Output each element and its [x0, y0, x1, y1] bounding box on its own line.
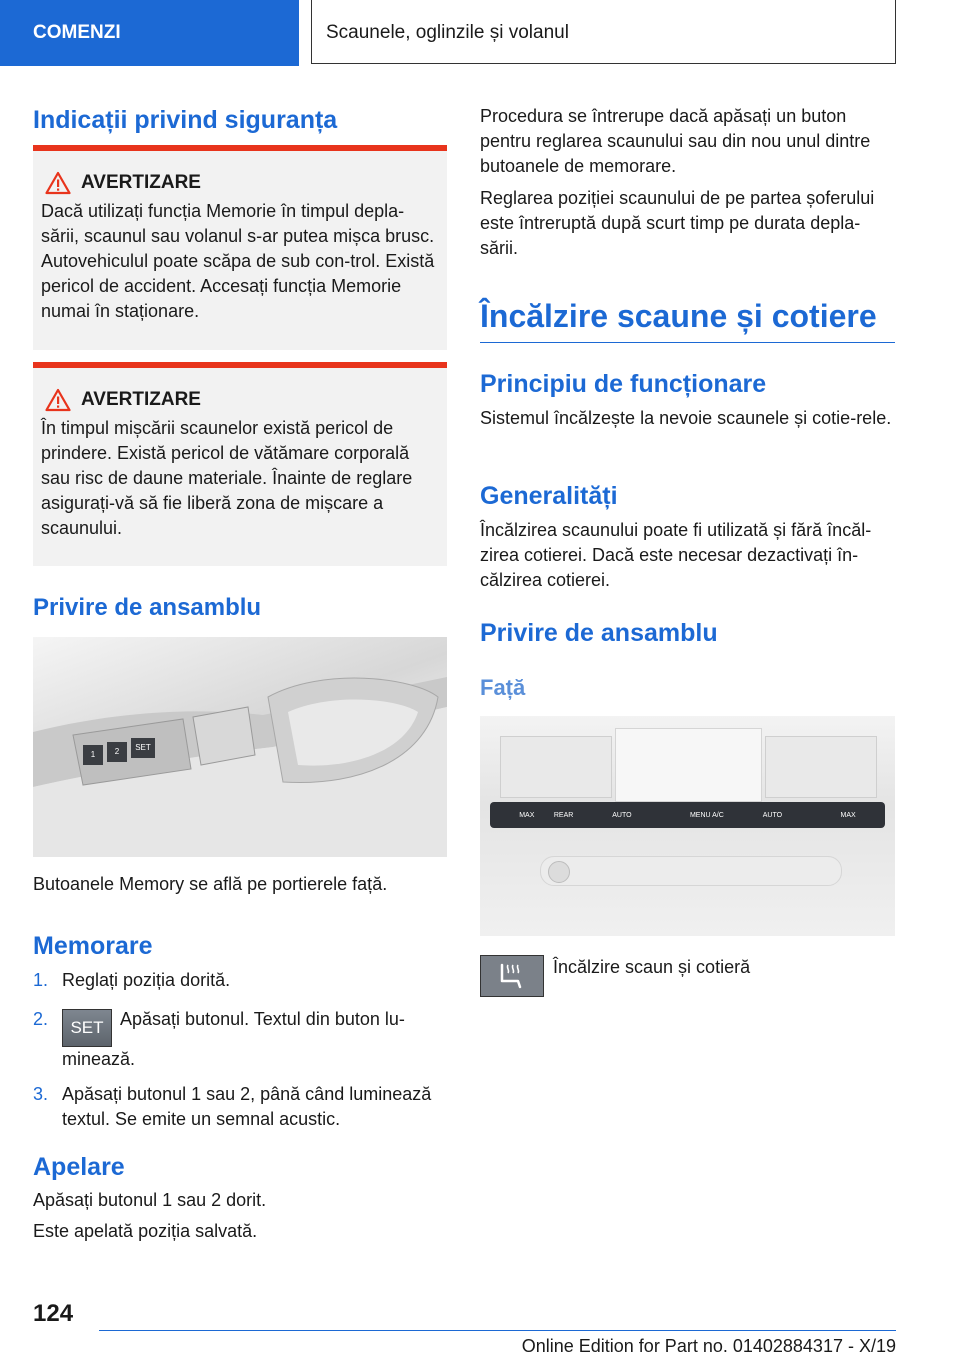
door-memory-buttons-photo [33, 637, 447, 857]
principle-text: Sistemul încălzește la nevoie scaunele și cotie-rele. [480, 408, 892, 428]
warning-text: În timpul mișcării scaunelor există pericol de prindere. Există pericol de vătămare corporală sau risc de daune materiale. Înainte de reglare asigurați-vă să fie liberă zona de mișcare a scaunului. [41, 418, 413, 538]
footer-rule [99, 1330, 896, 1331]
seat-heating-icon [480, 955, 544, 997]
warning-label: AVERTIZARE [81, 389, 201, 410]
interrupt-paragraph-1: Procedura se întrerupe dacă apăsați un buton pentru reglarea scaunului sau din nou unul dintre butoanele de memorare. [480, 106, 871, 176]
list-item: 3. Apăsați butonul 1 sau 2, până când luminează textul. Se emite un semnal acustic. [33, 1084, 432, 1129]
console-button: REAR [553, 811, 574, 819]
section-tab: COMENZI [0, 0, 299, 66]
list-item: 1. Reglați poziția dorită. [33, 970, 231, 990]
seat-heat-glyph [494, 961, 530, 991]
front-subheading: Față [480, 675, 526, 700]
center-display [615, 728, 762, 802]
icon-caption: Încălzire scaun și cotieră [553, 957, 751, 977]
console-button: AUTO [762, 811, 783, 819]
heading-rule [480, 342, 895, 343]
right-air-vent [765, 736, 877, 798]
general-heading: Generalități [480, 482, 618, 510]
left-air-vent [500, 736, 612, 798]
overview-heading-right: Privire de ansamblu [480, 619, 718, 647]
warning-label: AVERTIZARE [81, 172, 201, 193]
chapter-title: Scaunele, oglinzile și volanul [311, 0, 896, 64]
console-button: MENU A/C [689, 811, 724, 819]
memory-button-1: 1 [83, 745, 103, 765]
console-button: MAX [840, 811, 856, 819]
warning-triangle-icon [45, 171, 71, 195]
apelare-heading: Apelare [33, 1153, 125, 1181]
edition-note: Online Edition for Part no. 01402884317 - X/19 [521, 1336, 896, 1356]
memorare-heading: Memorare [33, 932, 153, 960]
principle-heading: Principiu de funcționare [480, 370, 767, 398]
page-number: 124 [33, 1300, 74, 1327]
interrupt-paragraph-2: Reglarea poziției scaunului de pe partea șoferului este întreruptă după scurt timp pe durata depla-sării. [480, 188, 875, 258]
memory-set-button: SET [131, 738, 155, 758]
apelare-line-1: Apăsați butonul 1 sau 2 dorit. [33, 1190, 267, 1210]
memory-button-2: 2 [107, 742, 127, 762]
climate-button-bar [490, 802, 885, 828]
console-button: AUTO [612, 811, 632, 819]
console-button: MAX [519, 811, 535, 819]
memorare-steps [33, 968, 447, 1142]
photo-caption: Butoanele Memory se află pe portierele față. [33, 874, 388, 894]
climate-console-photo [480, 716, 895, 936]
warning-text: Dacă utilizați funcția Memorie în timpul depla-sării, scaunul sau volanul s-ar putea mișca brusc. Autovehiculul poate scăpa de sub con-trol. Există pericol de accident. Accesați funcția Memorie numai în staționare. [41, 201, 435, 321]
warning-triangle-icon [45, 388, 71, 412]
warning-box-2 [33, 362, 447, 566]
set-button-icon: SET [62, 1009, 112, 1047]
heating-heading: Încălzire scaune și cotiere [480, 298, 877, 334]
general-text: Încălzirea scaunului poate fi utilizată și fără încăl-zirea cotierei. Dacă este necesar dezactivați în-călzirea cotierei. [480, 520, 872, 590]
volume-knob [548, 861, 570, 883]
page-header [0, 0, 960, 66]
safety-heading: Indicații privind siguranța [33, 106, 338, 134]
lower-control-panel [540, 856, 842, 886]
list-item: 2. SET Apăsați butonul. Textul din buton lu-minează. [33, 1009, 405, 1069]
apelare-line-2: Este apelată poziția salvată. [33, 1221, 258, 1241]
warning-box-1 [33, 145, 447, 350]
overview-heading: Privire de ansamblu [33, 594, 262, 621]
